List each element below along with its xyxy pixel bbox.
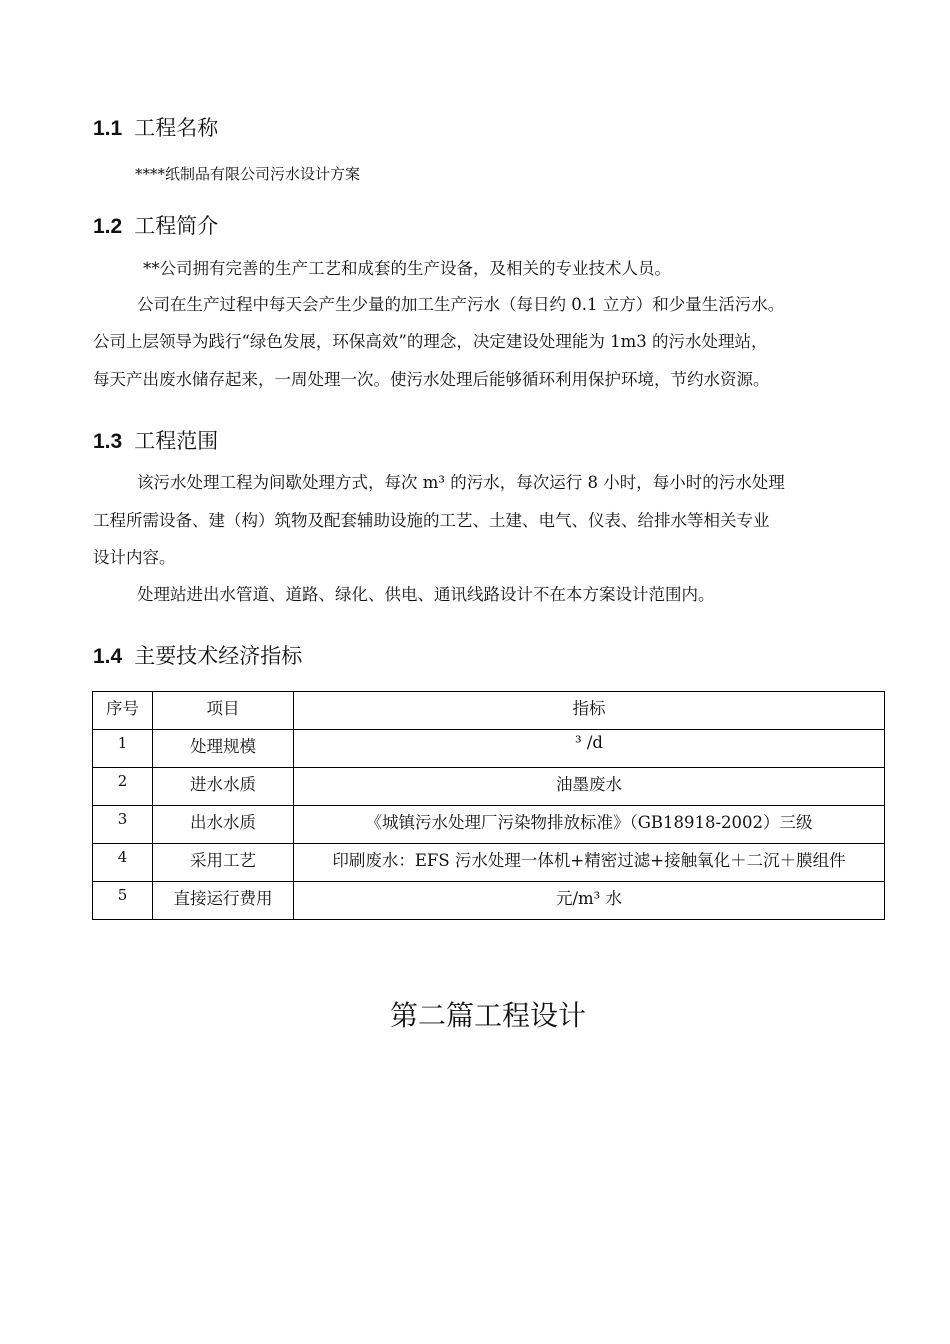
table-row bbox=[93, 768, 885, 806]
row-index-cell: 2 bbox=[93, 768, 153, 806]
row-item-cell: 处理规模 bbox=[153, 730, 294, 768]
header-cell-indicator: 指标 bbox=[294, 692, 885, 730]
table-header-row bbox=[93, 692, 885, 730]
section-heading-1-2 bbox=[93, 210, 218, 240]
section-title: 工程名称 bbox=[134, 117, 219, 140]
part-two-title: 第二篇工程设计 bbox=[389, 999, 586, 1032]
scope-paragraph-1-line-3: 设计内容。 bbox=[93, 548, 176, 567]
intro-paragraph-1: **公司拥有完善的生产工艺和成套的生产设备，及相关的专业技术人员。 bbox=[143, 259, 671, 278]
section-title: 工程简介 bbox=[134, 215, 219, 238]
row-item-cell: 采用工艺 bbox=[153, 844, 294, 882]
table-row bbox=[93, 882, 885, 920]
row-item-cell: 直接运行费用 bbox=[153, 882, 294, 920]
section-number: 1.2 bbox=[93, 215, 123, 238]
scope-paragraph-1-line-1: 该污水处理工程为间歇处理方式，每次 m³ 的污水，每次运行 8 小时，每小时的污水处理 bbox=[137, 473, 785, 492]
section-heading-1-1 bbox=[93, 112, 218, 142]
intro-paragraph-2-line-3: 每天产出废水储存起来，一周处理一次。使污水处理后能够循环利用保护环境，节约水资源。 bbox=[93, 370, 770, 389]
row-index-cell: 3 bbox=[93, 806, 153, 844]
row-index-cell: 1 bbox=[93, 730, 153, 768]
section-title: 工程范围 bbox=[134, 430, 219, 453]
section-title: 主要技术经济指标 bbox=[134, 645, 303, 668]
intro-paragraph-2-line-1: 公司在生产过程中每天会产生少量的加工生产污水（每日约 0.1 立方）和少量生活污水。 bbox=[137, 295, 785, 314]
header-cell-index: 序号 bbox=[93, 692, 153, 730]
row-indicator-cell: 《城镇污水处理厂污染物排放标准》（GB18918-2002）三级 bbox=[294, 806, 885, 844]
table-row bbox=[93, 730, 885, 768]
intro-paragraph-2-line-2: 公司上层领导为践行“绿色发展，环保高效”的理念，决定建设处理能为 1m3 的污水处理站， bbox=[93, 332, 768, 351]
section-number: 1.1 bbox=[93, 117, 123, 140]
section-number: 1.3 bbox=[93, 430, 123, 453]
row-indicator-cell: ³ /d bbox=[294, 730, 885, 768]
row-indicator-cell: 油墨废水 bbox=[294, 768, 885, 806]
scope-paragraph-2: 处理站进出水管道、道路、绿化、供电、通讯线路设计不在本方案设计范围内。 bbox=[137, 585, 715, 604]
table-row bbox=[93, 844, 885, 882]
scope-paragraph-1-line-2: 工程所需设备、建（构）筑物及配套辅助设施的工艺、土建、电气、仪表、给排水等相关专业 bbox=[93, 511, 770, 530]
section-heading-1-3 bbox=[93, 425, 218, 455]
project-name-text: ****纸制品有限公司污水设计方案 bbox=[135, 165, 361, 183]
table-row bbox=[93, 806, 885, 844]
row-item-cell: 出水水质 bbox=[153, 806, 294, 844]
row-item-cell: 进水水质 bbox=[153, 768, 294, 806]
section-number: 1.4 bbox=[93, 645, 123, 668]
section-heading-1-4 bbox=[93, 640, 302, 670]
row-index-cell: 4 bbox=[93, 844, 153, 882]
row-indicator-cell: 元/m³ 水 bbox=[294, 882, 885, 920]
header-cell-item: 项目 bbox=[153, 692, 294, 730]
row-index-cell: 5 bbox=[93, 882, 153, 920]
technical-indicators-table bbox=[92, 691, 885, 920]
row-indicator-cell: 印刷废水：EFS 污水处理一体机+精密过滤+接触氧化＋二沉＋膜组件 bbox=[294, 844, 885, 882]
